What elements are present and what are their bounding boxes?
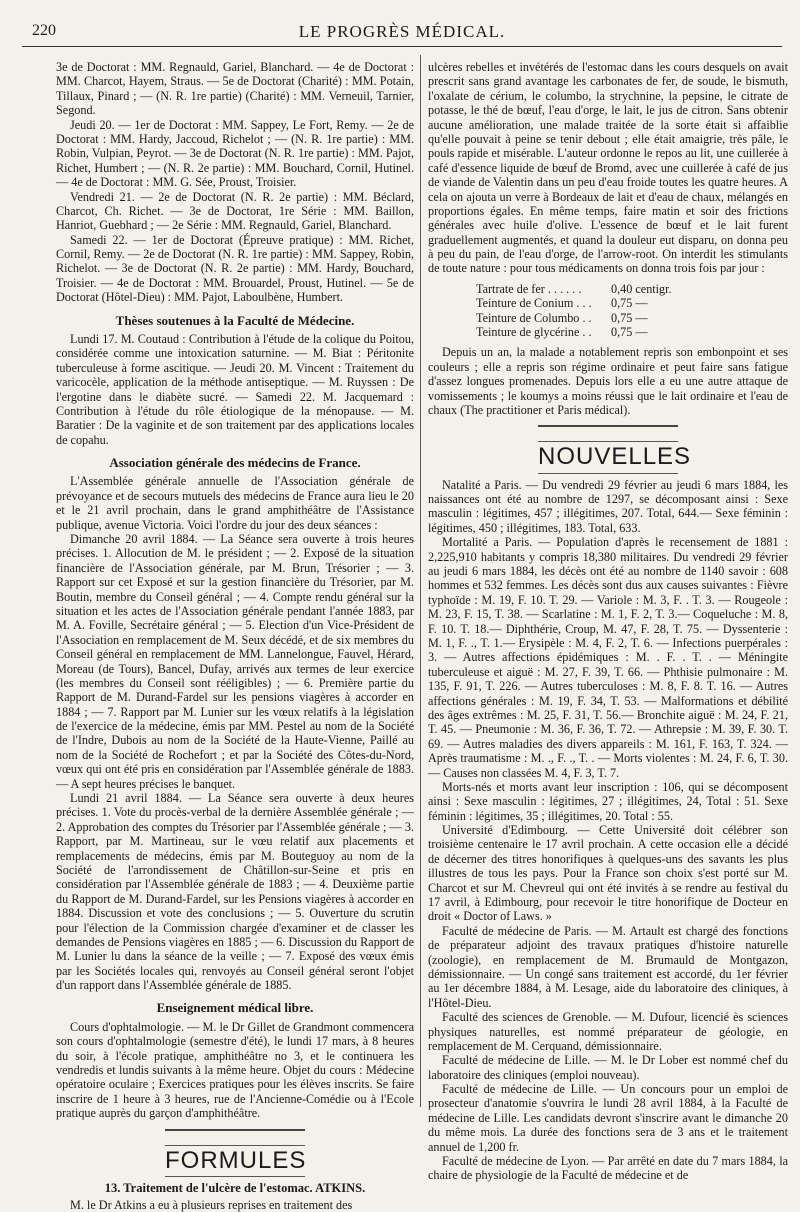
theses-text: Lundi 17. M. Coutaud : Contribution à l'étude de la colique du Poitou, considérée comme une intoxication saturnine. — M. Biat : Péritonite tuberculeuse à forme ascitique. — Jeudi 20. M. Vincent : Traitement du varicocèle, application de la méthode antiseptique. — M. Ruyssen : De l'ergotine dans le diabète sucré. — Samedi 22. M. Jacquemard : Contribution à l'étude du rôle étiologique de la ménopause. — M. Baratier : De la vaginite et de son traitement par des applications locales de copahu. [56, 331, 414, 447]
news-item: Faculté de médecine de Paris. — M. Artault est chargé des fonctions de préparateur adjoint des travaux pratiques d'histoire naturelle (zoologie), en remplacement de M. Brumauld de Montgazon, démissionnaire. — Un congé sans traitement est accordé, du 1er février au 1er décembre 1884, à M. Lesage, aide du laboratoire des cliniques, à l'Hôtel-Dieu. [428, 923, 788, 1010]
left-column [56, 60, 414, 1212]
section-rule [538, 425, 678, 427]
news-item: Faculté de médecine de Lille. — Un concours pour un emploi de prosecteur d'anatomie s'ouvrira le lundi 28 avril 1884, à la Faculté de médecine de Lille. Les candidats devront s'inscrire avant le dimanche 20 du même mois. La durée des fonctions sera de 3 ans et le traitement annuel de 1,200 fr. [428, 1082, 788, 1154]
exam-paragraph: 3e de Doctorat : MM. Regnauld, Gariel, Blanchard. — 4e de Doctorat : MM. Charcot, Hayem, Straus. — 5e de Doctorat (Charité) : MM. Potain, Tillaux, Pinard ; — (N. R. 1re partie) (Charité) : MM. Verneuil, Tarnier, Segond. [56, 60, 414, 118]
recipe-name: Teinture de Columbo . . [476, 310, 592, 325]
recipe-row [476, 296, 788, 310]
recipe-name: Tartrate de fer . . . . . . [476, 281, 582, 296]
recipe-name: Teinture de Conium . . . [476, 296, 592, 311]
association-paragraph: Lundi 21 avril 1884. — La Séance sera ouverte à deux heures précises. 1. Vote du procès-verbal de la dernière Assemblée générale ; — 2. Approbation des comptes du Trésorier par l'Assemblée générale ; — 3. Rapport, par M. Martineau, sur le vœu relatif aux placements et remplacements de médecins, émis par M. Bouteguoy au nom de la Société de l'arrondissement de Châtillon-sur-Seine et pris en considération par l'Assemblée générale de 1883 ; — 4. Deuxième partie du Rapport de M. Durand-Fardel, sur les Pensions viagères à accorder en 1884. Discussion et vote des conclusions ; — 5. Ouverture du scrutin pour l'élection de la Commission chargée d'examiner et de classer les demandes de Pensions viagères en 1885 ; — 6. Discussion du Rapport de M. Lunier lu dans la séance de la veille ; — 7. Exposé des vœux émis par les Sociétés locales qui, renvoyés au Conseil général seront l'objet d'un rapport dans l'Assemblée générale de 1885. [56, 791, 414, 993]
journal-title: LE PROGRÈS MÉDICAL. [298, 22, 506, 41]
news-item: Faculté de médecine de Lille. — M. le Dr Lober est nommé chef du laboratoire des cliniques (emploi nouveau). [428, 1053, 788, 1082]
recipe-row [476, 325, 788, 339]
libre-heading: Enseignement médical libre. [156, 1000, 314, 1016]
news-item: Morts-nés et morts avant leur inscription : 106, qui se décomposent ainsi : Sexe masculin : légitimes, 27 ; illégitimes, 24, Total : 51. Sexe féminin : légitimes, 35 ; illégitimes, 20. Total : 55. [428, 779, 788, 823]
recipe-dose: 0,40 centigr. [611, 281, 672, 296]
libre-text: Cours d'ophtalmologie. — M. le Dr Gillet de Grandmont commencera son cours d'ophtalmologie (semestre d'été), le lundi 17 mars, à 8 heures du soir, à l'école pratique, amphithéâtre no 3, et le continuera les vendredis et lundis suivants à la même heure. Objet du cours : Médecine opératoire oculaire ; Exercices pratiques pour les élèves inscrits. Se faire inscrire de 1 heure à 3 heures, rue de l'Ancienne-Comédie ou à l'Ecole pratique auprès du garçon d'amphithéâtre. [56, 1019, 414, 1121]
after-recipe-text: Depuis un an, la malade a notablement repris son embonpoint et ses couleurs ; elle a repris son régime ordinaire et peut faire sans fatigue d'assez longues promenades. Depuis lors elle a eu une autre attaque de vomissements ; le koumys a moins réussi que le lait ordinaire et l'eau de chaux (The practitioner et Paris médical). [428, 345, 788, 417]
nouvelles-banner: NOUVELLES [538, 441, 678, 473]
formules-subtitle: 13. Traitement de l'ulcère de l'estomac. ATKINS. [104, 1180, 366, 1195]
recipe-row [476, 282, 788, 296]
association-paragraph: Dimanche 20 avril 1884. — La Séance sera ouverte à trois heures précises. 1. Allocution de M. le président ; — 2. Exposé de la situation financière de l'Association générale, par M. Brun, Trésorier ; — 3. Rapport sur cet Exposé et sur la gestion financière du Trésorier, par M. Boutin, membre du Conseil général ; — 4. Compte rendu général sur la situation et les actes de l'Association générale pendant l'année 1883, par M. A. Foville, Secrétaire général ; — 5. Election d'un Vice-Président de l'Association en remplacement de M. Seux décédé, et de six membres du Conseil général en remplacement de MM. Lannelongue, Fauvel, Hérard, Moreau (de Tours), Bancel, Dufay, arrivés aux termes de leur exercice (les membres du Conseil sont rééligibles) ; — 6. Première partie du Rapport de M. Durand-Fardel sur les pensions viagères à accorder en 1884 ; — 7. Rapport par M. Lunier sur les vœux relatifs à la législation de l'exercice de la médecine, émis par MM. Pestel au nom de la Société de l'Indre, Dubois au nom de la Société de la Haute-Vienne, Paillé au nom de la Société de Rochefort ; et par la Société des Côtes-du-Nord, vœux qui ont été pris en considération par l'Assemblée générale de 1883. — A sept heures précises le banquet. [56, 531, 414, 791]
news-item: Faculté de médecine de Lyon. — Par arrêté en date du 7 mars 1884, la chaire de physiologie de la Faculté de médecine et de [428, 1154, 788, 1183]
recipe-dose: 0,75 — [611, 310, 648, 325]
association-heading: Association générale des médecins de France. [109, 455, 361, 471]
formules-continued: ulcères rebelles et invétérés de l'estomac dans les cours desquels on avait prescrit sans grand avantage les carbonates de fer, de soude, le bismuth, l'oxalate de cérium, le columbo, la strychnine, la pepsine, le citrate de potasse, le thé de bœuf, l'eau d'orge, le lait, le jus de citron. Sans obtenir aucune amélioration, une malade traitée de la sorte était si affaiblie qu'elle pouvait à peine se tenir debout ; elle était amaigrie, très pâle, le pouls rapide et misérable. L'auteur ordonne le repos au lit, une cuillerée à café d'essence liquide de bœuf de Bromd, avec une cuillerée à café de jus de viande de Valentin dans un peu d'eau froide toutes les quatre heures. A cela on ajouta un verre à Bordeaux de lait et d'eau de chaux, mélangés en proportions égales. En même temps, faire matin et soir des frictions générales avec huile d'olive. L'essence de bœuf et le lait furent graduellement augmentés, et quand la douleur eut disparu, on donna peu à peu du pain, de l'eau d'orge, de l'arrow-root. On interdit les stimulants de toute nature : pour tous médicaments on donna trois fois par jour : [428, 60, 788, 276]
section-rule [165, 1129, 305, 1131]
formules-banner: FORMULES [165, 1145, 305, 1177]
page-number: 220 [32, 22, 56, 39]
column-divider [420, 55, 421, 1107]
page-header [22, 22, 782, 47]
recipe-table [476, 282, 788, 340]
right-column [428, 60, 788, 1183]
news-item: Université d'Edimbourg. — Cette Université doit célébrer son troisième centenaire le 17 avril prochain. A cette occasion elle a décidé de décerner des titres honorifiques à quelques-uns des savants les plus illustres de tous les pays. Pour la France son choix s'est porté sur M. Charcot et sur M. Chevreul qui ont été invités à se rendre au festival du 17 avril, à Edimbourg, pour recevoir le titre honorifique de Docteur en droit « Doctor of Laws. » [428, 823, 788, 924]
formules-text: M. le Dr Atkins a eu à plusieurs reprises en traitement des [70, 1197, 353, 1212]
news-item: Faculté des sciences de Grenoble. — M. Dufour, licencié ès sciences physiques naturelles, est nommé préparateur de géologie, en remplacement de M. Cerquand, démissionnaire. [428, 1010, 788, 1053]
news-item: Mortalité a Paris. — Population d'après le recensement de 1881 : 2,225,910 habitants y compris 18,380 militaires. Du vendredi 29 février au jeudi 6 mars 1884, les décès ont été au nombre de 1140 savoir : 608 hommes et 532 femmes. Les décès sont dus aux causes suivantes : Fièvre typhoïde : M. 19, F. 10. T. 29. — Variole : M. 3, F. . T. 3. — Rougeole : M. 23, F. 15, T. 38. — Scarlatine : M. 1, F. 2, T. 3.— Coqueluche : M. 8, F. 10. T. 18.— Diphthérie, Croup, M. 47, F. 28, T. 75. — Dyssenterie : M. 1, F. ., T. 1.— Erysipèle : M. 4, F. 2, T. 6. — Infections puerpérales : 3. — Autres affections épidémiques : M. . F. . T. . — Méningite tuberculeuse et aiguë : M. 27, F. 39, T. 66. — Phthisie pulmonaire : M. 135, F. 91, T. 226. — Autres tuberculoses : M. 8, F. 8. T. 16. — Autres affections générales : M. 19, F. 34, T. 53. — Malformations et débilité des âges extrêmes : M. 25, F. 31, T. 56.— Bronchite aiguë : M. 24, F. 21, T. 45. — Pneumonie : M. 36, F. 36, T. 72. — Athrepsie : M. 39, F. 30. T. 69. — Autres maladies des divers appareils : M. 161, F. 163, T. 324. — Après traumatisme : M. ., F. ., T. . — Morts violentes : M. 24, F. 6, T. 30. — Causes non classées M. 4, F. 3, T. 7. [428, 535, 788, 780]
exam-paragraph: Vendredi 21. — 2e de Doctorat (N. R. 2e partie) : MM. Béclard, Charcot, Ch. Richet. — 3e de Doctorat, 1re Série : MM. Baillon, Hanriot, Guebhard ; — 2e Série : MM. Regnauld, Gariel, Blanchard. [56, 189, 414, 233]
theses-heading: Thèses soutenues à la Faculté de Médecine. [115, 312, 355, 328]
recipe-dose: 0,75 — [611, 296, 648, 311]
association-paragraph: L'Assemblée générale annuelle de l'Association générale de prévoyance et de secours mutuels des médecins de France aura lieu le 20 et le 21 avril prochain, dans le grand amphithéâtre de l'Assistance publique, avenue Victoria. Voici l'ordre du jour des deux séances : [56, 474, 414, 532]
exam-paragraph: Samedi 22. — 1er de Doctorat (Épreuve pratique) : MM. Richet, Cornil, Remy. — 2e de Doctorat (N. R. 1re partie) : MM. Sappey, Robin, Richelot. — 3e de Doctorat (N. R. 2e partie) : MM. Hardy, Bouchard, Troisier. — 4e de Doctorat : MM. Brouardel, Proust, Hutinel. — 5e de Doctorat (Hôtel-Dieu) : MM. Pajot, Laboulbène, Humbert. [56, 232, 414, 305]
news-item: Natalité a Paris. — Du vendredi 29 février au jeudi 6 mars 1884, les naissances ont été au nombre de 1297, se décomposant ainsi : Sexe masculin : légitimes, 457 ; illégitimes, 207. Total, 644.— Sexe féminin : légitimes, 450 ; illégitimes, 183. Total, 633. [428, 477, 788, 535]
recipe-dose: 0,75 — [611, 325, 648, 340]
recipe-name: Teinture de glycérine . . [476, 325, 592, 340]
exam-paragraph: Jeudi 20. — 1er de Doctorat : MM. Sappey, Le Fort, Remy. — 2e de Doctorat : MM. Hardy, Jaccoud, Richelot ; — (N. R. 1re partie) : MM. Robin, Vulpian, Peyrot. — 3e de Doctorat (N. R. 1re partie) : MM. Pajot, Richet, Humbert ; — (N. R. 2e partie) : MM. Bouchard, Cornil, Hutinel. — 4e de Doctorat : MM. G. Sée, Proust, Troisier. [56, 117, 414, 190]
recipe-row [476, 311, 788, 325]
